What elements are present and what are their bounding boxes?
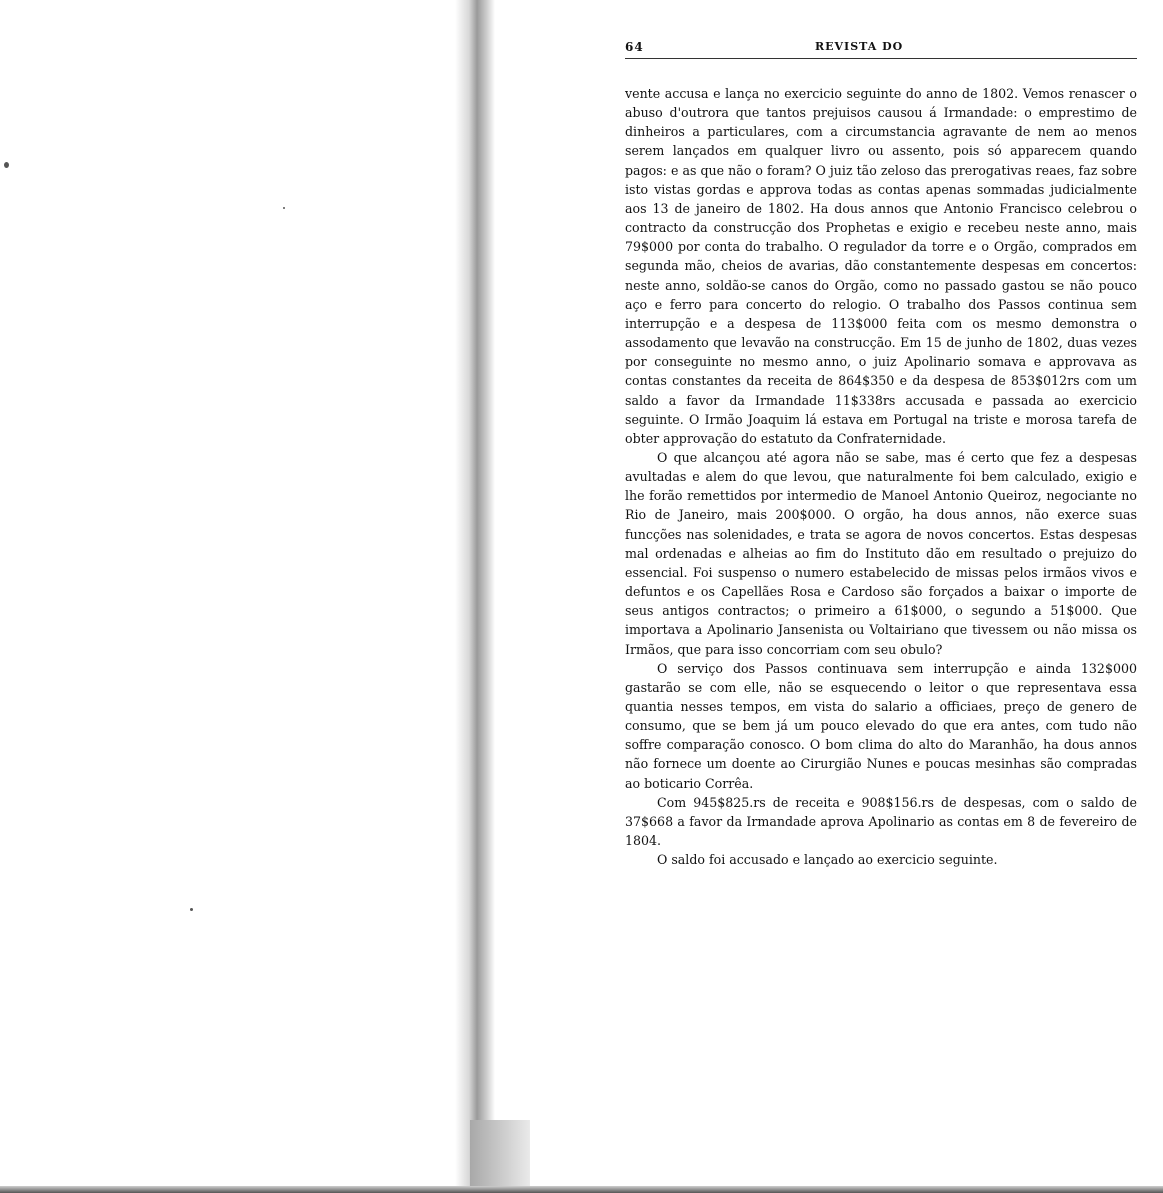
body-text — [625, 84, 1137, 869]
book-gutter — [455, 0, 495, 1193]
paragraph: O saldo foi accusado e lançado ao exercicio seguinte. — [657, 852, 998, 868]
page-bottom-edge — [0, 1186, 1163, 1193]
scan-speck — [283, 207, 285, 209]
paragraph: Com 945$825.rs de receita e 908$156.rs de despesas, com o saldo de 37$668 a favor da Irmandade aprova Apolinario as contas em 8 de fevereiro de 1804. — [625, 794, 1137, 849]
page-number: 64 — [625, 40, 644, 54]
right-page — [605, 30, 1145, 868]
paragraph: O serviço dos Passos continuava sem interrupção e ainda 132$000 gastarão se com elle, não se esquecendo o leitor o que representava essa quantia nesses tempos, em vista do salario a officiaes, preço de genero de consumo, que se bem já um pouco elevado do que era antes, com tudo não soffre comparação conosco. O bom clima do alto do Maranhão, ha dous annos não fornece um doente ao Cirurgião Nunes e poucas mesinhas são compradas ao boticario Corrêa. — [625, 660, 1137, 791]
paragraph: vente accusa e lança no exercicio seguinte do anno de 1802. Vemos renascer o abuso d'outrora que tantos prejuisos causou á Irmandade: o emprestimo de dinheiros a particulares, com a circumstancia agravante de nem ao menos serem lançados em qualquer livro ou assento, pois só apparecem quando pagos: e as que não o foram? O juiz tão zeloso das prerogativas reaes, faz sobre isto vistas gordas e approva todas as contas apenas sommadas judicialmente aos 13 de janeiro de 1802. Ha dous annos que Antonio Francisco celebrou o contracto da construcção dos Prophetas e exigio e recebeu neste anno, mais 79$000 por conta do trabalho. O regulador da torre e o Orgão, comprados em segunda mão, cheios de avarias, dão constantemente despesas em concertos: neste anno, soldão-se canos do Orgão, como no passado gastou se não pouco aço e ferro para concerto do relogio. O trabalho dos Passos continua sem interrupção e a despesa de 113$000 feita com os mesmo demonstra o assodamento que levavão na construcção. Em 15 de junho de 1802, duas vezes por conseguinte no mesmo anno, o juiz Apolinario somava e approvava as contas constantes da receita de 864$350 e da despesa de 853$012rs com um saldo a favor da Irmandade 11$338rs accusada e passada ao exercicio seguinte. O Irmão Joaquim lá estava em Portugal na triste e morosa tarefa de obter approvação do estatuto da Confraternidade. — [625, 86, 1137, 446]
left-page-blank — [0, 0, 470, 1193]
gutter-shadow — [470, 1120, 530, 1193]
header-rule — [625, 58, 1137, 59]
scan-speck — [4, 162, 9, 168]
running-head: REVISTA DO — [815, 40, 904, 53]
page-header — [605, 30, 1145, 54]
paragraph: O que alcançou até agora não se sabe, mas é certo que fez a despesas avultadas e alem do que levou, que naturalmente foi bem calculado, exigio e lhe forão remettidos por intermedio de Manoel Antonio Queiroz, negociante no Rio de Janeiro, mais 200$000. O orgão, ha dous annos, não exerce suas funcções nas solenidades, e trata se agora de novos concertos. Estas despesas mal ordenadas e alheias ao fim do Instituto dão em resultado o prejuizo do essencial. Foi suspenso o numero estabelecido de missas pelos irmãos vivos e defuntos e os Capellães Rosa e Cardoso são forçados a baixar o importe de seus antigos contractos; o primeiro a 61$000, o segundo a 51$000. Que importava a Apolinario Jansenista ou Voltairiano que tivessem ou não missa os Irmãos, que para isso concorriam com seu obulo? — [625, 449, 1137, 657]
scan-speck — [190, 908, 193, 911]
